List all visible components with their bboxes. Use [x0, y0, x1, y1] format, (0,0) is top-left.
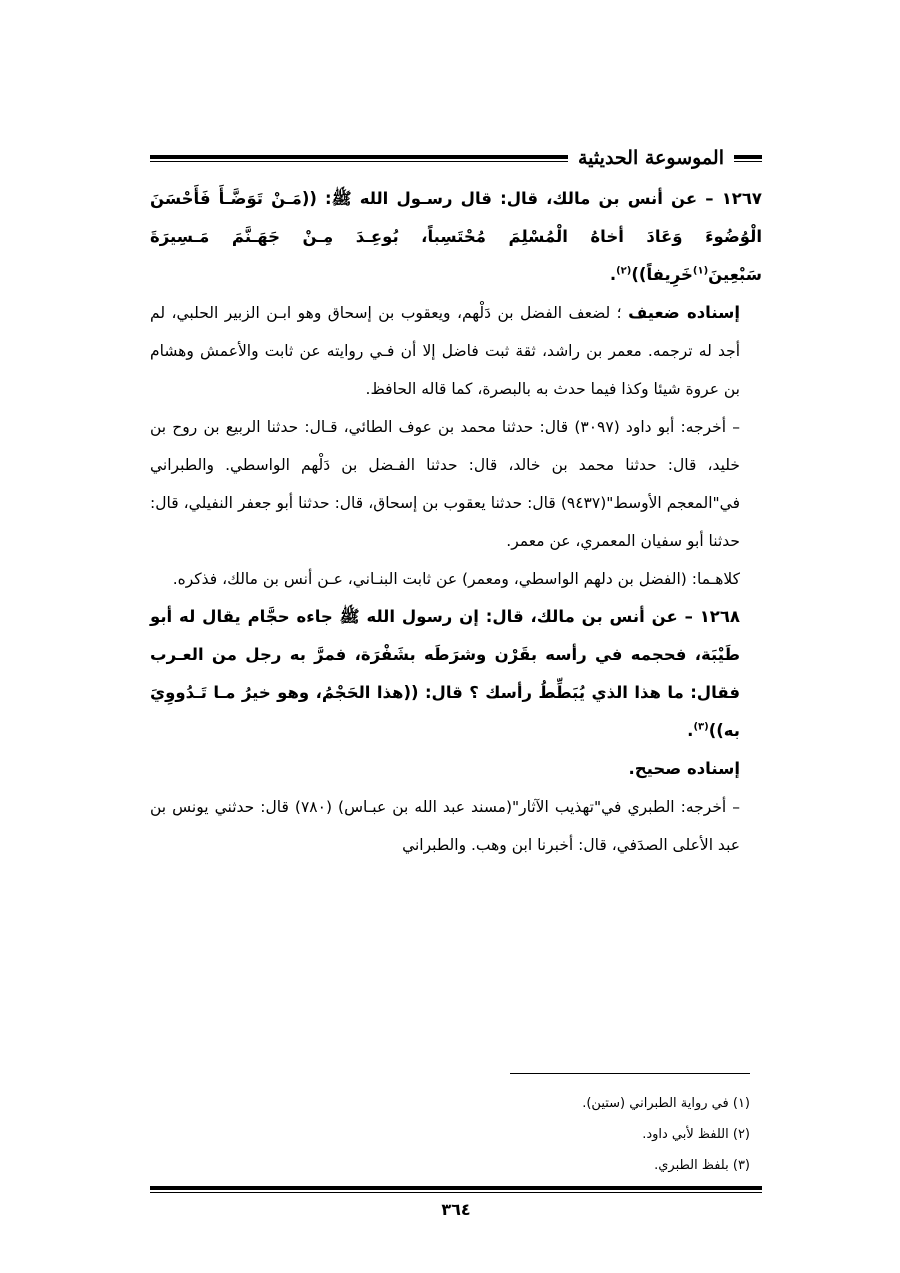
footnote-2: (٢) اللفظ لأبي داود.	[642, 1127, 750, 1142]
footnote-1: (١) في رواية الطبراني (ستين).	[582, 1096, 750, 1111]
takhrij-1267: – أخرجه: أبو داود (٣٠٩٧) قال: حدثنا محمد بن عوف الطائي، قـال: حدثنا الربيع بن روح بن خليد، قال: حدثنا محمد بن خالد، قال: حدثنا الفـضل بن دَلْهم الواسطي. والطبراني في"المعجم الأوسط"(٩٤٣٧) قال: حدثنا يعقوب بن إسحاق، قال: حدثنا أبو جعفر النفيلي، قال: حدثنا أبو سفيان المعمري، عن معمر.	[150, 418, 740, 550]
body-text	[150, 180, 762, 864]
page-number: ٣٦٤	[441, 1200, 471, 1219]
bottom-rule	[150, 1186, 762, 1193]
summary-1267: كلاهـما: (الفضل بن دلهم الواسطي، ومعمر) عن ثابت البنـاني، عـن أنس بن مالك، فذكره.	[172, 570, 740, 588]
running-header	[150, 140, 762, 176]
footnote-ref-1: (١)	[692, 265, 709, 277]
takhrij-1268: – أخرجه: الطبري في"تهذيب الآثار"(مسند عبد الله بن عبـاس) (٧٨٠) قال: حدثني يونس بن عبد الأعلى الصدَفي، قال: أخبرنا ابن وهب. والطبراني	[150, 798, 740, 854]
header-rule-long	[150, 155, 568, 162]
footnote-3: (٣) بلفظ الطبري.	[654, 1158, 750, 1173]
footnotes	[138, 1088, 750, 1181]
footnote-ref-3: (٣)	[693, 721, 709, 733]
footnote-separator	[510, 1073, 750, 1074]
isnad-grade-1268: إسناده صحيح.	[628, 759, 740, 778]
header-title: الموسوعة الحديثية	[578, 147, 724, 169]
header-rule-short	[734, 155, 762, 162]
page	[150, 140, 762, 864]
isnad-grade: إسناده ضعيف	[628, 303, 740, 322]
hadith-1267: ١٢٦٧ – عن أنس بن مالك، قال: قال رسـول الله ﷺ: ((مَـنْ تَوَضَّـأَ فَأَحْسَنَ الْوُضُوءَ وَعَادَ أخاهُ الْمُسْلِمَ مُحْتَسِباً، بُوعِـدَ مِـنْ جَهَـنَّمَ مَـسِيرَةَ سَبْعِينَ$^{(١)}$خَرِيفاً))$^{(٢)}$.	[150, 189, 762, 284]
isnad-note-1267: إسناده ضعيف ؛ لضعف الفضل بن دَلْهم، ويعقوب بن إسحاق وهو ابـن الزبير الحلبي، لم أجد له ترجمه. معمر بن راشد، ثقة ثبت فاضل إلا أن فـي روايته عن ثابت والأعمش وهشام بن عروة شيئا وكذا فيما حدث به بالبصرة، كما قاله الحافظ.	[150, 303, 740, 398]
hadith-1268: ١٢٦٨ – عن أنس بن مالك، قال: إن رسول الله ﷺ جاءه حجَّام يقال له أبو طَيْبَة، فحجمه في رأسه بقَرْن وشرَطَه بشَفْرَة، فمرَّ به رجل من العـرب فقال: ما هذا الذي يُبَطِّطُ رأسك ؟ قال: ((هذا الحَجْمُ، وهو خيرُ مـا تَـدُووِيَ به))$^{(٣)}$.	[150, 607, 740, 740]
footnote-ref-2: (٢)	[616, 265, 632, 277]
